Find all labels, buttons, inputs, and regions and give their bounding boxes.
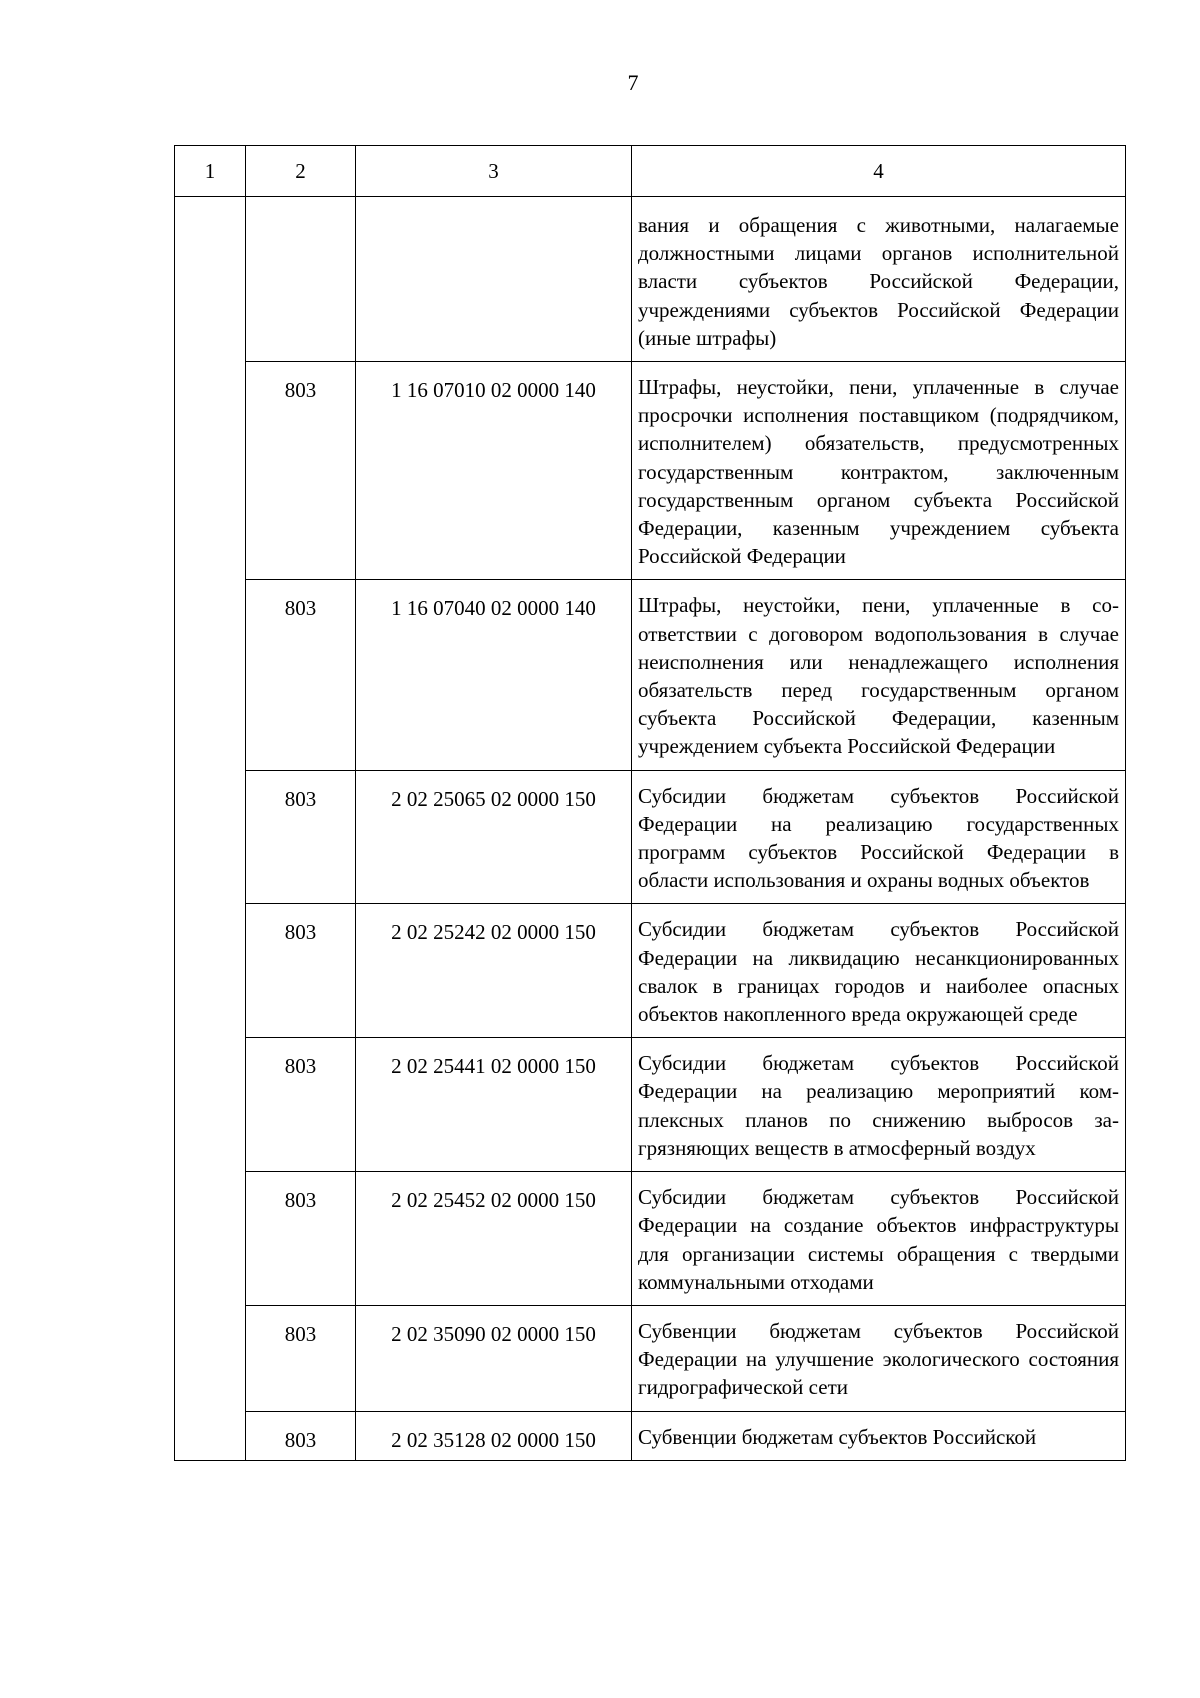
admin-code-cell: [246, 197, 356, 362]
row-number-cell: [175, 197, 246, 1461]
header-row: [175, 146, 1126, 197]
admin-code-cell: 803: [246, 1038, 356, 1172]
description-cell: вания и обращения с животными, налагаемые должностными лицами органов исполнительной власти субъектов Российской Федерации, учреждениями субъектов Российской Федерации (иные штрафы): [632, 197, 1126, 362]
budget-code-cell: 2 02 35090 02 0000 150: [356, 1305, 632, 1411]
table-row: [175, 770, 1126, 904]
budget-classification-table: [174, 145, 1126, 1461]
description-cell: Субсидии бюджетам субъектов Российской Федерации на ликвидацию несанкционированных свалок в границах городов и наиболее опасных объектов накопленного вреда окружающей среде: [632, 904, 1126, 1038]
table-body: [175, 197, 1126, 1461]
description-cell: Субвенции бюджетам субъектов Российской: [632, 1411, 1126, 1460]
budget-code-cell: 1 16 07040 02 0000 140: [356, 580, 632, 770]
admin-code-cell: 803: [246, 580, 356, 770]
table-row: [175, 362, 1126, 580]
budget-code-cell: 2 02 25452 02 0000 150: [356, 1172, 632, 1306]
table-row: [175, 1411, 1126, 1460]
description-cell: Субсидии бюджетам субъектов Российской Федерации на реализацию мероприятий комплексных планов по снижению выбросов загрязняющих веществ в атмосферный воздух: [632, 1038, 1126, 1172]
header-col-2: 2: [246, 146, 356, 197]
admin-code-cell: 803: [246, 904, 356, 1038]
table-row: [175, 904, 1126, 1038]
admin-code-cell: 803: [246, 1411, 356, 1460]
admin-code-cell: 803: [246, 1172, 356, 1306]
description-cell: Штрафы, неустойки, пени, уплаченные в случае просрочки исполнения поставщиком (подрядчиком, исполнителем) обязательств, предусмотренных государственным контрактом, заключенным государственным органом субъекта Российской Федерации, казенным учреждением субъекта Российской Федерации: [632, 362, 1126, 580]
table-row: [175, 197, 1126, 362]
page-number: 7: [627, 70, 639, 95]
description-cell: Субвенции бюджетам субъектов Российской Федерации на улучшение экологического состояния гидрографической сети: [632, 1305, 1126, 1411]
description-cell: Штрафы, неустойки, пени, уплаченные в соответствии с договором водопользования в случае неисполнения или ненадлежащего исполнения обязательств перед государственным органом субъекта Российской Федерации, казенным учреждением субъекта Российской Федерации: [632, 580, 1126, 770]
header-col-4: 4: [632, 146, 1126, 197]
table-row: [175, 580, 1126, 770]
admin-code-cell: 803: [246, 1305, 356, 1411]
budget-code-cell: 2 02 35128 02 0000 150: [356, 1411, 632, 1460]
header-col-3: 3: [356, 146, 632, 197]
budget-code-cell: 2 02 25065 02 0000 150: [356, 770, 632, 904]
table-row: [175, 1038, 1126, 1172]
table-row: [175, 1172, 1126, 1306]
budget-code-cell: 2 02 25441 02 0000 150: [356, 1038, 632, 1172]
table-header: [175, 146, 1126, 197]
description-cell: Субсидии бюджетам субъектов Российской Федерации на создание объектов инфраструктуры для организации системы обращения с твердыми коммунальными отходами: [632, 1172, 1126, 1306]
budget-code-cell: 1 16 07010 02 0000 140: [356, 362, 632, 580]
budget-code-cell: 2 02 25242 02 0000 150: [356, 904, 632, 1038]
budget-code-cell: [356, 197, 632, 362]
admin-code-cell: 803: [246, 770, 356, 904]
header-col-1: 1: [175, 146, 246, 197]
admin-code-cell: 803: [246, 362, 356, 580]
table-row: [175, 1305, 1126, 1411]
description-cell: Субсидии бюджетам субъектов Российской Федерации на реализацию государственных программ субъектов Российской Федерации в области использования и охраны водных объектов: [632, 770, 1126, 904]
